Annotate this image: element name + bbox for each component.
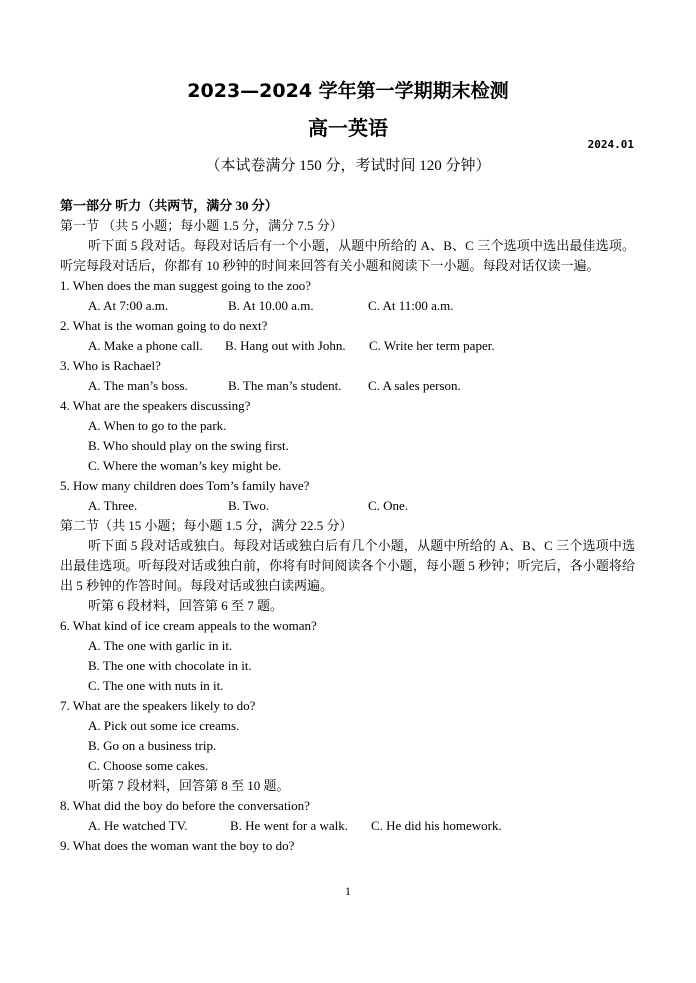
- option-a: A. The one with garlic in it.: [88, 638, 233, 653]
- option-b: B. Hang out with John.: [225, 338, 346, 353]
- material-7-note: 听第 7 段材料，回答第 8 至 10 题。: [88, 778, 290, 793]
- option-b: B. He went for a walk.: [230, 818, 349, 833]
- option-c: C. At 11:00 a.m.: [368, 298, 454, 313]
- material-6-note: 听第 6 段材料，回答第 6 至 7 题。: [88, 598, 284, 613]
- exam-date: 2024.01: [587, 138, 634, 151]
- option-a: A. When to go to the park.: [88, 418, 227, 433]
- option-c: C. The one with nuts in it.: [88, 678, 224, 693]
- question-2: 2. What is the woman going to do next?: [60, 318, 268, 333]
- option-a: A. Pick out some ice creams.: [88, 718, 240, 733]
- part1-heading: 第一部分 听力（共两节，满分 30 分）: [60, 198, 278, 213]
- option-b: B. Two.: [228, 498, 270, 513]
- option-a: A. He watched TV.: [88, 818, 188, 833]
- option-b: B. At 10.00 a.m.: [228, 298, 314, 313]
- option-a: A. The man’s boss.: [88, 378, 188, 393]
- options-row: [60, 816, 635, 836]
- section2-instructions: 听下面 5 段对话或独白。每段对话或独白后有几个小题，从题中所给的 A、B、C 三个选项中选出最佳选项。听每段对话或独白前，你将有时间阅读各个小题，每小题 5 秒钟；听完后，各小题将给出 5 秒钟的作答时间。每段对话或独白读两遍。: [60, 538, 635, 593]
- option-c: C. He did his homework.: [371, 818, 502, 833]
- exam-content: [60, 196, 635, 856]
- option-a: A. Make a phone call.: [88, 338, 203, 353]
- options-row: [60, 376, 635, 396]
- option-a: A. Three.: [88, 498, 138, 513]
- question-3: 3. Who is Rachael?: [60, 358, 161, 373]
- question-8: 8. What did the boy do before the conversation?: [60, 798, 310, 813]
- section1-instructions: 听下面 5 段对话。每段对话后有一个小题，从题中所给的 A、B、C 三个选项中选出最佳选项。听完每段对话后，你都有 10 秒钟的时间来回答有关小题和阅读下一小题。每段对话仅读一遍。: [60, 238, 635, 273]
- option-b: B. Go on a business trip.: [88, 738, 217, 753]
- section2-heading: 第二节（共 15 小题；每小题 1.5 分，满分 22.5 分）: [60, 518, 353, 533]
- option-c: C. A sales person.: [368, 378, 461, 393]
- option-a: A. At 7:00 a.m.: [88, 298, 169, 313]
- question-1: 1. When does the man suggest going to the zoo?: [60, 278, 312, 293]
- question-4: 4. What are the speakers discussing?: [60, 398, 251, 413]
- question-6: 6. What kind of ice cream appeals to the woman?: [60, 618, 317, 633]
- options-row: [60, 296, 635, 316]
- subject-title: 高一英语: [308, 116, 388, 140]
- option-b: B. Who should play on the swing first.: [88, 438, 289, 453]
- option-c: C. Choose some cakes.: [88, 758, 209, 773]
- exam-title: 2023—2024 学年第一学期期末检测: [187, 80, 509, 102]
- option-c: C. One.: [368, 498, 409, 513]
- section1-heading: 第一节 （共 5 小题；每小题 1.5 分，满分 7.5 分）: [60, 218, 343, 233]
- question-9: 9. What does the woman want the boy to do?: [60, 838, 295, 853]
- option-c: C. Where the woman’s key might be.: [88, 458, 282, 473]
- page-number: 1: [345, 884, 351, 898]
- options-row: [60, 336, 635, 356]
- question-7: 7. What are the speakers likely to do?: [60, 698, 256, 713]
- options-row: [60, 496, 635, 516]
- option-b: B. The one with chocolate in it.: [88, 658, 252, 673]
- option-c: C. Write her term paper.: [369, 338, 495, 353]
- option-b: B. The man’s student.: [228, 378, 342, 393]
- exam-subtitle: （本试卷满分 150 分，考试时间 120 分钟）: [205, 158, 491, 174]
- question-5: 5. How many children does Tom’s family have?: [60, 478, 310, 493]
